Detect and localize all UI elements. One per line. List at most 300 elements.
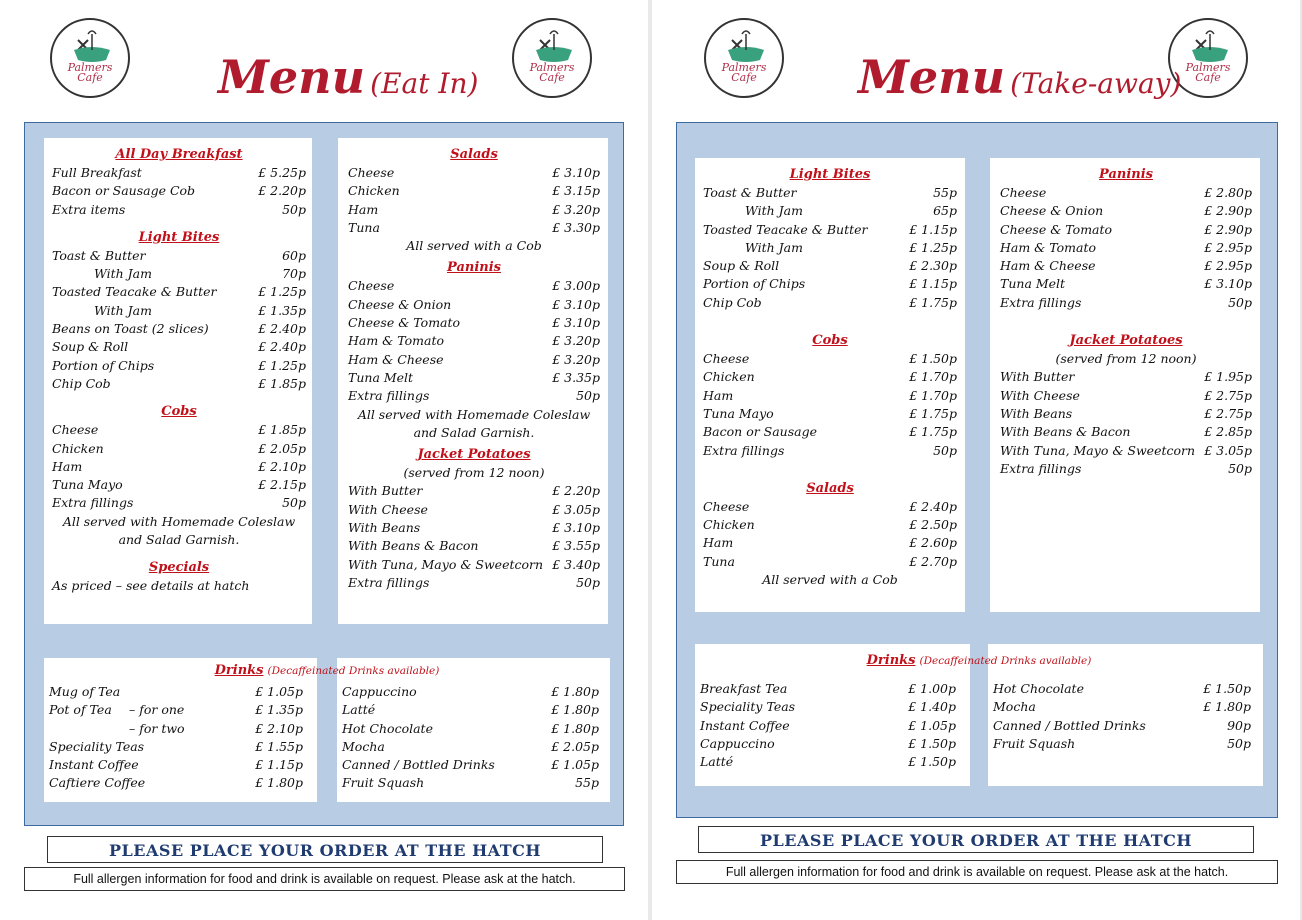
- item-name: Ham: [52, 458, 83, 474]
- menu-item: [703, 221, 957, 239]
- menu-title: [858, 50, 1181, 104]
- menu-item: [348, 519, 600, 537]
- item-name: Cappuccino: [700, 735, 775, 751]
- item-price: £ 2.20p: [258, 183, 306, 199]
- item-name: Speciality Teas: [49, 738, 145, 754]
- item-price: £ 1.25p: [909, 239, 957, 255]
- item-price: 90p: [1227, 717, 1251, 733]
- item-name: With Jam: [94, 302, 152, 318]
- menu-item: [348, 387, 600, 405]
- specials-note: [52, 577, 306, 595]
- menu-item: [703, 534, 957, 552]
- item-price: £ 1.70p: [909, 369, 957, 385]
- menu-item: [1000, 202, 1252, 220]
- drink-item: [342, 720, 599, 738]
- item-price: £ 3.55p: [552, 538, 600, 554]
- item-name: With Tuna, Mayo & Sweetcorn: [348, 556, 544, 572]
- item-price: £ 1.50p: [1203, 681, 1251, 696]
- item-price: £ 1.05p: [255, 684, 303, 699]
- item-name: Extra fillings: [1000, 294, 1082, 310]
- allergen-notice: Full allergen information for food and drink is available on request. Please ask at the hatch.: [24, 867, 625, 891]
- item-name: With Butter: [1000, 369, 1075, 385]
- item-price: £ 3.10p: [552, 315, 600, 331]
- section-heading: Salads: [806, 480, 854, 496]
- specials-text: As priced – see details at hatch: [52, 578, 250, 594]
- item-name: Ham & Tomato: [1000, 239, 1097, 255]
- item-name: With Beans: [348, 520, 421, 536]
- item-price: £ 2.70p: [909, 553, 957, 569]
- section-heading: Jacket Potatoes: [417, 447, 531, 463]
- drink-item: [993, 698, 1251, 716]
- section-heading: Jacket Potatoes: [1069, 333, 1183, 349]
- item-name: Mocha: [993, 699, 1036, 715]
- item-price: £ 1.50p: [908, 735, 956, 751]
- cup-icon: [52, 20, 130, 98]
- item-name: Ham: [703, 387, 734, 403]
- item-price: 50p: [1228, 294, 1252, 310]
- menu-item: [348, 219, 600, 237]
- item-name: Tuna Mayo: [52, 477, 123, 493]
- drink-item: [342, 683, 599, 701]
- menu-item: [52, 164, 306, 182]
- menu-item: [52, 375, 306, 393]
- item-price: 50p: [576, 388, 600, 404]
- item-price: 55p: [575, 775, 599, 791]
- menu-item: [348, 277, 600, 295]
- item-price: £ 3.10p: [1204, 276, 1252, 292]
- item-name: Canned / Bottled Drinks: [342, 757, 495, 773]
- menu-item: [1000, 442, 1252, 460]
- logo-text-line1: Palmers: [67, 61, 113, 74]
- item-price: £ 1.15p: [255, 757, 303, 773]
- menu-subtitle: (Take-away): [1010, 67, 1182, 100]
- item-name: Soup & Roll: [52, 339, 129, 355]
- menu-title: [218, 50, 478, 104]
- menu-item: [52, 458, 306, 476]
- drinks-heading: [44, 660, 610, 680]
- item-name: Ham & Cheese: [348, 351, 444, 367]
- item-name: Latté: [342, 702, 376, 718]
- menu-item: [348, 314, 600, 332]
- drink-item: [700, 680, 956, 698]
- menu-item: [703, 275, 957, 293]
- item-price: £ 1.70p: [909, 387, 957, 403]
- item-price: £ 2.90p: [1204, 221, 1252, 237]
- item-name: With Beans: [1000, 405, 1073, 421]
- drinks-card: [44, 658, 610, 802]
- item-price: £ 1.40p: [908, 699, 956, 715]
- food-card-left: [695, 158, 965, 612]
- item-name: Chicken: [703, 369, 755, 385]
- menu-item: [1000, 239, 1252, 257]
- item-price: £ 1.05p: [908, 717, 956, 733]
- menu-item: [1000, 294, 1252, 312]
- item-price: 50p: [576, 574, 600, 590]
- item-name: Chip Cob: [52, 375, 111, 391]
- menu-item: [1000, 460, 1252, 478]
- section-heading: Cobs: [812, 333, 848, 349]
- drink-item: [700, 753, 956, 771]
- cup-icon: [706, 20, 784, 98]
- item-name: Mocha: [342, 738, 385, 754]
- item-name: Cheese & Onion: [348, 296, 452, 312]
- item-price: £ 2.60p: [909, 535, 957, 551]
- item-name: Hot Chocolate: [993, 681, 1084, 696]
- menu-item: [52, 283, 306, 301]
- order-notice: PLEASE PLACE YOUR ORDER AT THE HATCH: [47, 836, 603, 863]
- cafe-logo: [704, 18, 784, 98]
- drink-item: [342, 701, 599, 719]
- item-name: Bacon or Sausage Cob: [52, 183, 196, 199]
- item-name: Cheese: [348, 165, 395, 180]
- item-price: £ 1.35p: [255, 702, 303, 718]
- drink-item: [700, 717, 956, 735]
- menu-subtitle: (Eat In): [370, 67, 479, 100]
- item-name: Ham: [348, 201, 379, 217]
- item-name: Soup & Roll: [703, 258, 780, 274]
- menu-item: [703, 202, 957, 220]
- item-name: Tuna: [703, 553, 735, 569]
- menu-item: [1000, 275, 1252, 293]
- item-name: Instant Coffee: [700, 717, 790, 733]
- item-name: Extra fillings: [348, 574, 430, 590]
- menu-item: [703, 368, 957, 386]
- item-name: Beans on Toast (2 slices): [52, 321, 209, 337]
- menu-item: [52, 247, 306, 265]
- menu-item: [703, 405, 957, 423]
- item-price: £ 1.75p: [909, 294, 957, 310]
- item-price: £ 2.40p: [258, 339, 306, 355]
- drink-item: [700, 735, 956, 753]
- item-price: £ 1.50p: [908, 754, 956, 770]
- section-heading: Paninis: [447, 260, 501, 276]
- item-price: £ 2.80p: [1204, 185, 1252, 200]
- item-name: Toasted Teacake & Butter: [703, 221, 868, 237]
- item-name: Extra fillings: [1000, 460, 1082, 476]
- drinks-title: Drinks: [866, 653, 916, 668]
- drinks-list-right: [993, 680, 1251, 753]
- item-price: £ 1.80p: [551, 720, 599, 736]
- drinks-list-left: [700, 680, 956, 771]
- item-price: £ 2.90p: [1204, 203, 1252, 219]
- logo-text-line2: Cafe: [539, 71, 565, 84]
- item-name: Speciality Teas: [700, 699, 796, 715]
- item-price: £ 1.25p: [258, 284, 306, 300]
- item-name: Fruit Squash: [342, 775, 425, 791]
- item-name: Bacon or Sausage: [703, 424, 817, 440]
- food-card-right: [338, 138, 608, 624]
- drink-item: [49, 756, 303, 774]
- item-name: With Butter: [348, 483, 423, 499]
- drink-item: [49, 720, 303, 738]
- item-price: £ 1.15p: [909, 221, 957, 237]
- item-price: £ 2.95p: [1204, 258, 1252, 274]
- item-name: Breakfast Tea: [700, 681, 788, 696]
- item-subname: – for one: [129, 702, 185, 718]
- item-price: £ 1.85p: [258, 422, 306, 438]
- menu-item: [1000, 423, 1252, 441]
- item-price: £ 1.75p: [909, 424, 957, 440]
- item-name: Tuna Melt: [1000, 276, 1066, 292]
- item-name: Portion of Chips: [52, 357, 155, 373]
- menu-item: [703, 387, 957, 405]
- menu-item: [52, 182, 306, 200]
- menu-item: [52, 440, 306, 458]
- item-name: Extra fillings: [52, 495, 134, 511]
- item-name: Tuna: [348, 219, 380, 235]
- menu-item: [348, 296, 600, 314]
- item-price: £ 2.20p: [552, 483, 600, 499]
- drink-item: [993, 680, 1251, 698]
- item-name: Chicken: [703, 517, 755, 533]
- item-price: £ 2.50p: [909, 517, 957, 533]
- menu-item: [703, 442, 957, 460]
- menu-item: [1000, 221, 1252, 239]
- menu-item: [1000, 257, 1252, 275]
- allergen-notice: Full allergen information for food and drink is available on request. Please ask at the hatch.: [676, 860, 1278, 884]
- item-name: Cheese: [52, 422, 99, 438]
- menu-item: [703, 184, 957, 202]
- menu-item: [348, 332, 600, 350]
- section-note: All served with Homemade Coleslaw: [357, 406, 591, 422]
- section-heading: Light Bites: [138, 229, 220, 245]
- item-price: 55p: [933, 185, 957, 200]
- food-card-right: [990, 158, 1260, 612]
- item-price: £ 2.15p: [258, 477, 306, 493]
- item-price: £ 3.20p: [552, 201, 600, 217]
- item-name: Cheese & Onion: [1000, 203, 1104, 219]
- item-price: 50p: [1228, 460, 1252, 476]
- item-price: 50p: [282, 201, 306, 217]
- cafe-logo: [50, 18, 130, 98]
- menu-item: [52, 265, 306, 283]
- item-name: Canned / Bottled Drinks: [993, 717, 1146, 733]
- item-name: Chip Cob: [703, 294, 762, 310]
- item-price: £ 1.00p: [908, 681, 956, 696]
- item-price: £ 1.95p: [1204, 369, 1252, 385]
- drinks-list-left: [49, 683, 303, 793]
- item-price: £ 3.20p: [552, 333, 600, 349]
- item-name: Portion of Chips: [703, 276, 806, 292]
- section-heading: Salads: [450, 147, 498, 162]
- drinks-subtitle: (Decaffeinated Drinks available): [919, 655, 1092, 667]
- section-subnote: (served from 12 noon): [1055, 351, 1197, 367]
- menu-item: [703, 516, 957, 534]
- item-price: £ 3.20p: [552, 351, 600, 367]
- item-name: Ham & Tomato: [348, 333, 445, 349]
- item-price: £ 3.40p: [552, 556, 600, 572]
- cup-icon: [514, 20, 592, 98]
- item-price: £ 2.30p: [909, 258, 957, 274]
- section-note: All served with Homemade Coleslaw: [62, 513, 296, 529]
- item-price: £ 2.05p: [551, 738, 599, 754]
- section-subnote: (served from 12 noon): [403, 465, 545, 481]
- menu-item: [348, 574, 600, 592]
- logo-text-line1: Palmers: [529, 61, 575, 74]
- item-name: Caftiere Coffee: [49, 775, 146, 791]
- menu-item: [52, 201, 306, 219]
- drinks-list-right: [342, 683, 599, 793]
- item-name: Instant Coffee: [49, 757, 139, 773]
- menu-item: [52, 338, 306, 356]
- item-subname: – for two: [129, 720, 185, 736]
- menu-item: [348, 201, 600, 219]
- menu-item: [703, 350, 957, 368]
- item-name: Ham & Cheese: [1000, 258, 1096, 274]
- menu-item: [52, 494, 306, 512]
- item-price: £ 2.75p: [1204, 387, 1252, 403]
- section-note: All served with a Cob: [406, 238, 542, 254]
- drink-item: [49, 774, 303, 792]
- order-notice: PLEASE PLACE YOUR ORDER AT THE HATCH: [698, 826, 1254, 853]
- item-price: £ 2.75p: [1204, 405, 1252, 421]
- item-name: Extra fillings: [703, 442, 785, 458]
- drinks-title: Drinks: [214, 663, 264, 678]
- item-price: 50p: [933, 442, 957, 458]
- menu-item: [1000, 184, 1252, 202]
- item-name: Cheese: [703, 498, 750, 514]
- item-price: £ 3.15p: [552, 183, 600, 199]
- item-name: Cheese & Tomato: [1000, 221, 1113, 237]
- menu-item: [348, 351, 600, 369]
- menu-item: [348, 369, 600, 387]
- item-name: With Cheese: [1000, 387, 1080, 403]
- drink-item: [993, 717, 1251, 735]
- menu-item: [348, 556, 600, 574]
- item-price: £ 1.85p: [258, 375, 306, 391]
- item-price: £ 2.40p: [909, 498, 957, 514]
- drink-item: [49, 701, 303, 719]
- item-name: Toast & Butter: [52, 247, 146, 263]
- item-name: Toasted Teacake & Butter: [52, 284, 217, 300]
- item-name: Toast & Butter: [703, 185, 797, 200]
- drink-item: [342, 738, 599, 756]
- item-name: Pot of Tea: [49, 702, 112, 718]
- item-name: Fruit Squash: [993, 735, 1076, 751]
- item-price: £ 1.80p: [255, 775, 303, 791]
- menu-item: [52, 476, 306, 494]
- menu-item: [52, 302, 306, 320]
- logo-text-line2: Cafe: [1195, 71, 1221, 84]
- item-price: £ 3.00p: [552, 278, 600, 294]
- item-price: £ 2.40p: [258, 321, 306, 337]
- item-price: £ 1.75p: [909, 405, 957, 421]
- item-price: £ 3.05p: [552, 501, 600, 517]
- drink-item: [342, 756, 599, 774]
- item-price: £ 3.05p: [1204, 442, 1252, 458]
- drink-item: [49, 738, 303, 756]
- section-heading: Light Bites: [789, 167, 871, 182]
- item-name: Cheese & Tomato: [348, 315, 461, 331]
- drink-item: [342, 774, 599, 792]
- item-price: £ 1.25p: [258, 357, 306, 373]
- section-note: All served with a Cob: [762, 572, 898, 588]
- item-name: With Beans & Bacon: [1000, 424, 1131, 440]
- menu-item: [348, 537, 600, 555]
- section-heading: Cobs: [161, 404, 197, 420]
- drinks-heading: [695, 650, 1263, 670]
- menu-item: [1000, 368, 1252, 386]
- item-price: 60p: [282, 247, 306, 263]
- item-price: £ 5.25p: [258, 165, 306, 180]
- logo-text-line1: Palmers: [721, 61, 767, 74]
- logo-text-line2: Cafe: [77, 71, 103, 84]
- menu-item: [348, 182, 600, 200]
- drink-item: [700, 698, 956, 716]
- item-price: 50p: [282, 495, 306, 511]
- item-price: 65p: [933, 203, 957, 219]
- item-price: £ 3.35p: [552, 369, 600, 385]
- drink-item: [49, 683, 303, 701]
- item-price: £ 3.30p: [552, 219, 600, 235]
- logo-text-line1: Palmers: [1185, 61, 1231, 74]
- menu-item: [52, 357, 306, 375]
- menu-title-word: Menu: [858, 50, 1006, 104]
- item-name: Tuna Mayo: [703, 405, 774, 421]
- item-name: With Beans & Bacon: [348, 538, 479, 554]
- item-price: £ 3.10p: [552, 165, 600, 180]
- item-name: Chicken: [348, 183, 400, 199]
- item-name: With Jam: [745, 239, 803, 255]
- item-name: With Tuna, Mayo & Sweetcorn: [1000, 442, 1196, 458]
- item-price: £ 2.85p: [1204, 424, 1252, 440]
- item-price: £ 2.10p: [255, 720, 303, 736]
- menu-item: [52, 320, 306, 338]
- item-name: Ham: [703, 535, 734, 551]
- menu-item: [703, 553, 957, 571]
- menu-item: [703, 257, 957, 275]
- drinks-subtitle: (Decaffeinated Drinks available): [267, 665, 440, 677]
- section-heading: Paninis: [1099, 167, 1153, 182]
- item-price: £ 3.10p: [552, 520, 600, 536]
- menu-item: [703, 423, 957, 441]
- section-heading: Specials: [148, 560, 210, 576]
- menu-item: [52, 421, 306, 439]
- menu-item: [348, 164, 600, 182]
- section-heading: All Day Breakfast: [115, 147, 243, 162]
- eat-in-menu-page: [0, 0, 648, 920]
- item-price: £ 1.05p: [551, 757, 599, 773]
- menu-item: [348, 501, 600, 519]
- item-name: Extra fillings: [348, 388, 430, 404]
- item-name: With Jam: [94, 266, 152, 282]
- drinks-card: [695, 644, 1263, 786]
- item-name: Mug of Tea: [49, 684, 121, 699]
- item-name: Extra items: [52, 201, 126, 217]
- menu-title-word: Menu: [218, 50, 366, 104]
- take-away-menu-page: [652, 0, 1300, 920]
- item-name: Chicken: [52, 440, 104, 456]
- cup-icon: [1170, 20, 1248, 98]
- item-price: £ 1.15p: [909, 276, 957, 292]
- section-note: and Salad Garnish.: [118, 532, 240, 548]
- item-price: 50p: [1227, 735, 1251, 751]
- section-note: and Salad Garnish.: [413, 424, 535, 440]
- menu-item: [703, 239, 957, 257]
- item-name: With Jam: [745, 203, 803, 219]
- item-name: Latté: [700, 754, 734, 770]
- item-price: £ 1.35p: [258, 302, 306, 318]
- item-price: £ 1.80p: [551, 702, 599, 718]
- item-name: Cheese: [703, 351, 750, 367]
- item-name: Cheese: [1000, 185, 1047, 200]
- item-price: £ 2.05p: [258, 440, 306, 456]
- menu-item: [703, 498, 957, 516]
- item-name: Hot Chocolate: [342, 720, 433, 736]
- item-price: £ 3.10p: [552, 296, 600, 312]
- item-price: 70p: [282, 266, 306, 282]
- cafe-logo: [512, 18, 592, 98]
